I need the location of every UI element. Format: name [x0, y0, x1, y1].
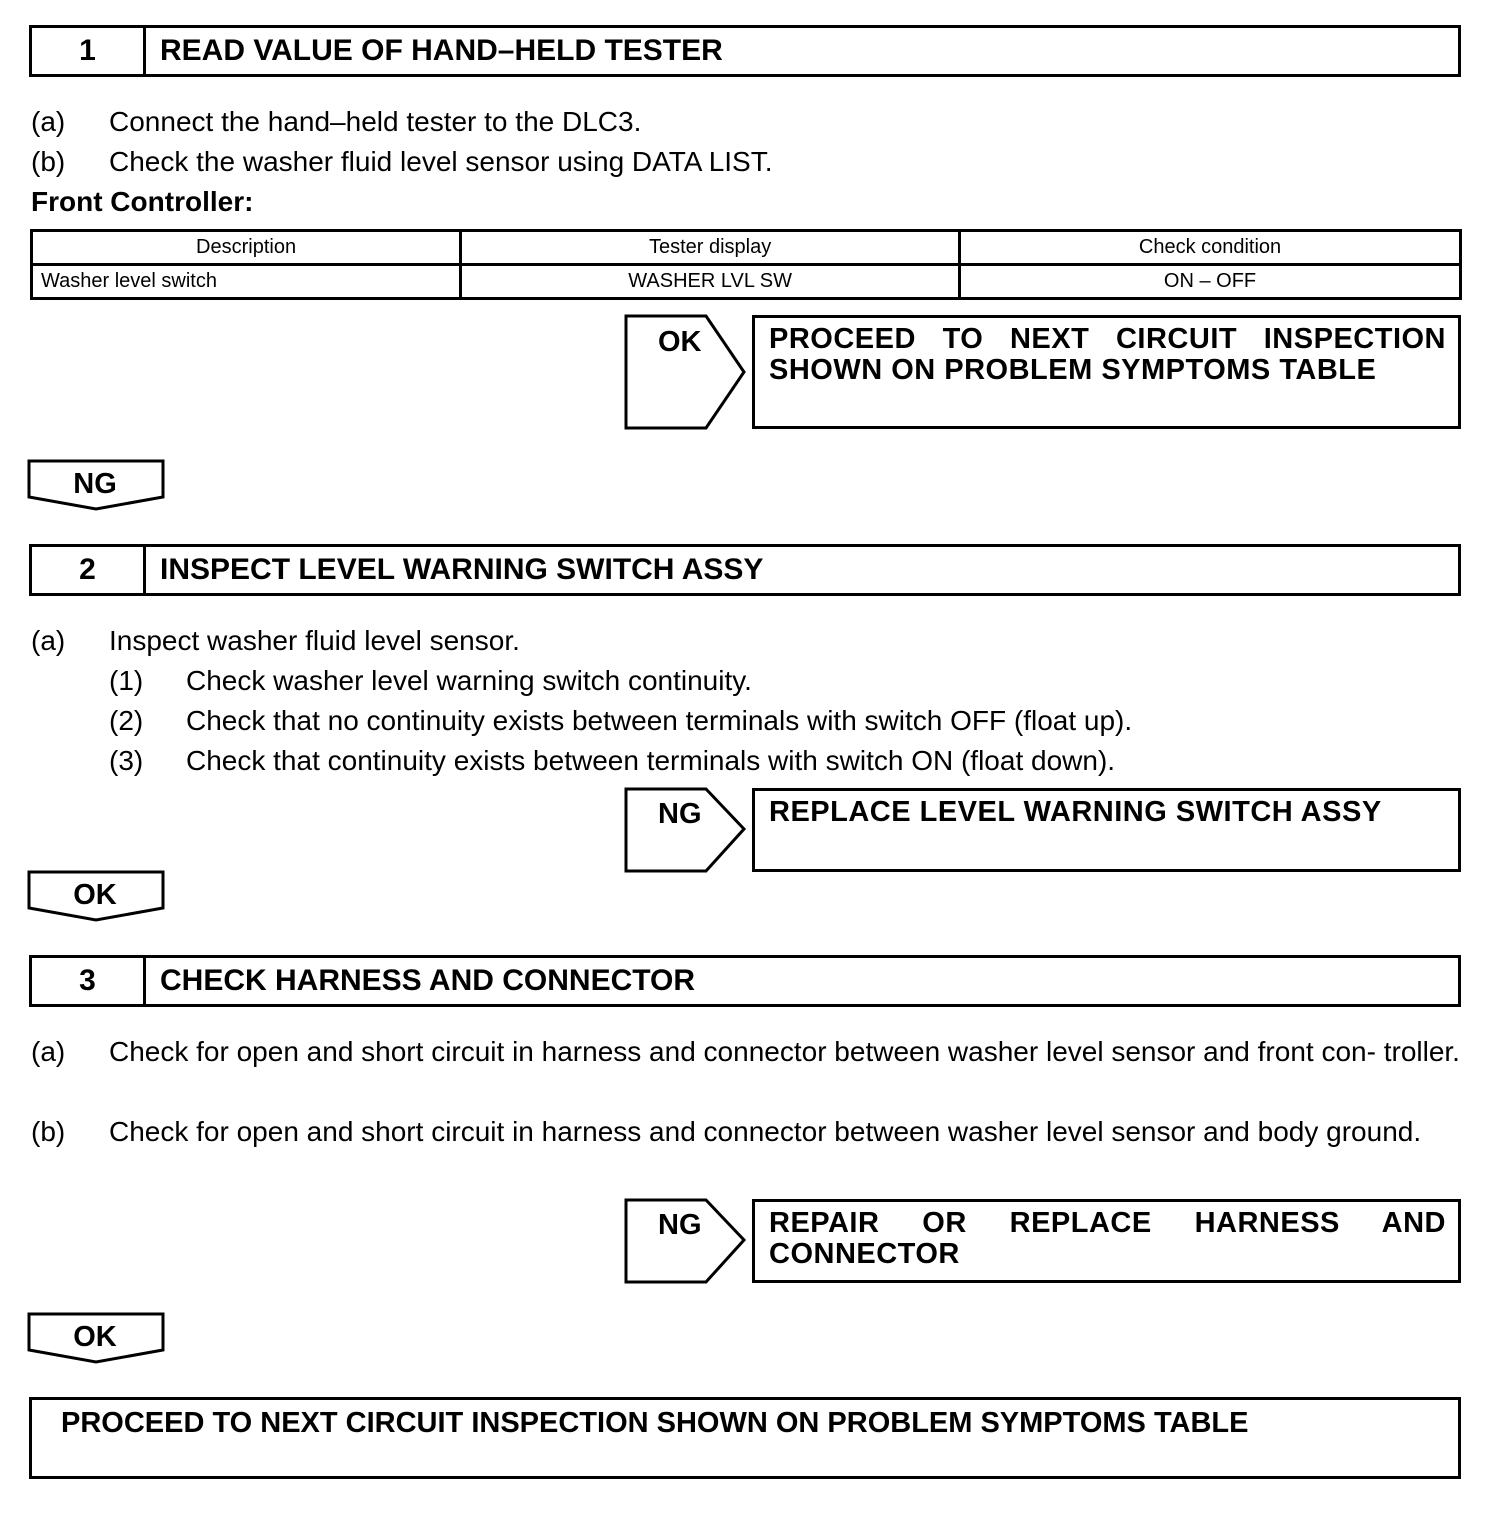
- table-header-cell: Description: [32, 231, 461, 265]
- step-3-header: [29, 955, 1461, 1007]
- table-cell: Washer level switch: [32, 265, 461, 299]
- ng-result-box: REPAIR OR REPLACE HARNESS AND CONNECTOR: [752, 1199, 1461, 1283]
- step-number: 3: [32, 958, 146, 1004]
- subheading: Front Controller:: [31, 186, 254, 217]
- item-text: Check for open and short circuit in harness and connector between washer level sensor and body ground.: [109, 1116, 1422, 1147]
- step-title: INSPECT LEVEL WARNING SWITCH ASSY: [160, 553, 764, 586]
- item-text: Inspect washer fluid level sensor.: [109, 625, 520, 656]
- ng-label: NG: [658, 798, 702, 830]
- item-text: Connect the hand–held tester to the DLC3.: [109, 106, 642, 137]
- step-1-header: [29, 25, 1461, 77]
- ok-label: OK: [658, 326, 702, 358]
- ok-label: OK: [73, 879, 117, 911]
- step-title: CHECK HARNESS AND CONNECTOR: [160, 964, 696, 997]
- table-cell: WASHER LVL SW: [461, 265, 960, 299]
- ng-result-box: REPLACE LEVEL WARNING SWITCH ASSY: [752, 788, 1461, 872]
- ok-result-box: PROCEED TO NEXT CIRCUIT INSPECTION SHOWN ON PROBLEM SYMPTOMS TABLE: [752, 315, 1461, 429]
- item-label: (a): [31, 1036, 66, 1067]
- table-cell: ON – OFF: [960, 265, 1461, 299]
- sub-item-label: (1): [109, 665, 144, 696]
- step-number: 1: [32, 28, 146, 74]
- sub-item-text: Check that continuity exists between terminals with switch ON (float down).: [186, 745, 1116, 776]
- item-text: Check for open and short circuit in harness and connector between washer level sensor and front con- troller.: [109, 1036, 1460, 1067]
- sub-item-text: Check that no continuity exists between terminals with switch OFF (float up).: [186, 705, 1133, 736]
- item-label: (a): [31, 106, 66, 137]
- table-header-cell: Tester display: [461, 231, 960, 265]
- table-header-row: [32, 231, 1461, 265]
- item-label: (b): [31, 1116, 66, 1147]
- table-row: [32, 265, 1461, 299]
- sub-item-label: (3): [109, 745, 144, 776]
- table-header-cell: Check condition: [960, 231, 1461, 265]
- instruction-item: [31, 1032, 1463, 1112]
- item-label: (a): [31, 625, 66, 656]
- final-result-box: PROCEED TO NEXT CIRCUIT INSPECTION SHOWN ON PROBLEM SYMPTOMS TABLE: [29, 1397, 1461, 1479]
- ok-label: OK: [73, 1321, 117, 1353]
- step-2-header: [29, 544, 1461, 596]
- step-title: READ VALUE OF HAND–HELD TESTER: [160, 34, 723, 67]
- item-text: Check the washer fluid level sensor using DATA LIST.: [109, 146, 773, 177]
- sub-item-label: (2): [109, 705, 144, 736]
- instruction-item: [31, 1112, 1463, 1192]
- ng-label: NG: [658, 1209, 702, 1241]
- item-label: (b): [31, 146, 66, 177]
- ng-label: NG: [73, 468, 117, 500]
- step-number: 2: [32, 547, 146, 593]
- sub-item-text: Check washer level warning switch continuity.: [186, 665, 752, 696]
- data-list-table: [30, 229, 1462, 300]
